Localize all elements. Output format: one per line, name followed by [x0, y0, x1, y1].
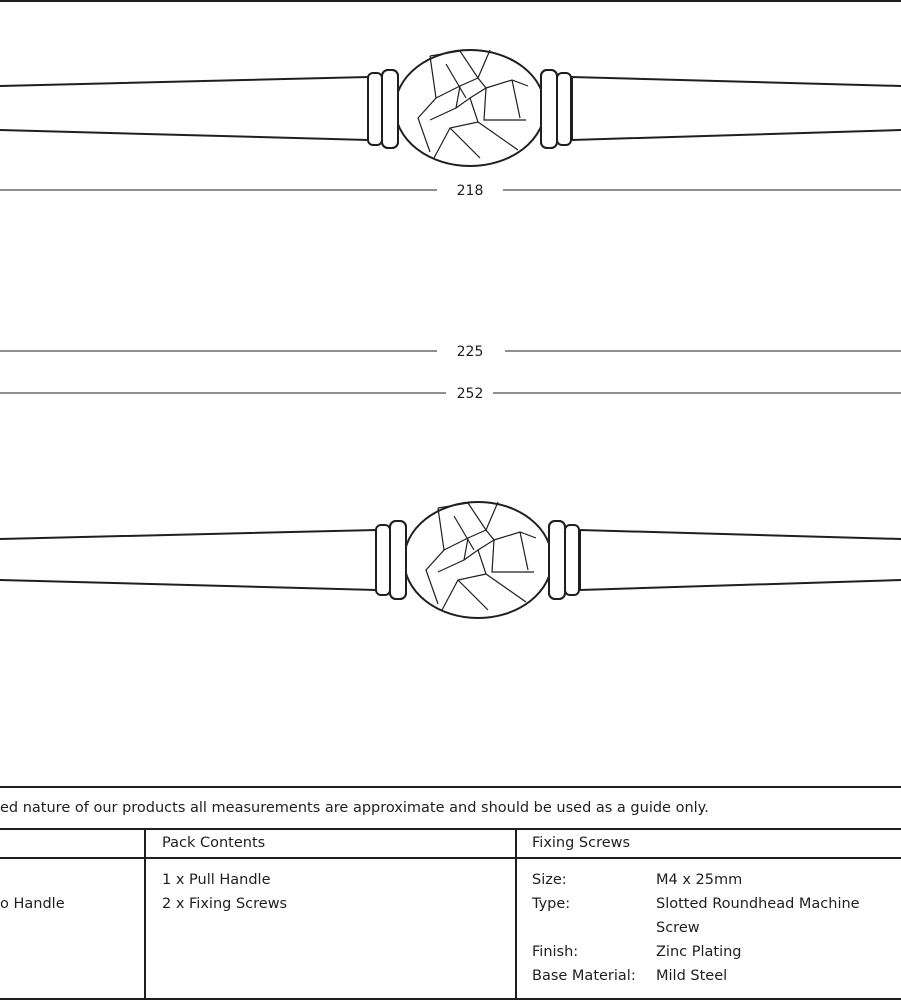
top-border — [0, 0, 901, 2]
product-type-value: o Handle — [0, 896, 65, 912]
dimension-label-225: 225 — [456, 344, 484, 360]
column-divider-2 — [515, 828, 517, 1000]
size-value: M4 x 25mm — [656, 872, 743, 888]
pack-item-screws: 2 x Fixing Screws — [162, 896, 288, 912]
dimension-line-inner — [0, 344, 901, 360]
disclaimer-text: ed nature of our products all measurements are approximate and should be used as a guide only. — [0, 800, 709, 816]
dimension-line-overall — [0, 386, 901, 402]
size-label: Size: — [532, 872, 567, 888]
lower-handle — [0, 502, 901, 618]
type-label: Type: — [532, 896, 571, 912]
table-bottom-border — [0, 998, 901, 1000]
dimension-label-252: 252 — [456, 386, 484, 402]
material-value: Mild Steel — [656, 968, 728, 984]
table-top-border — [0, 786, 901, 788]
upper-handle — [0, 50, 901, 166]
type-value-line2: Screw — [656, 920, 700, 936]
pack-item-handle: 1 x Pull Handle — [162, 872, 271, 888]
material-label: Base Material: — [532, 968, 636, 984]
fixing-screws-header: Fixing Screws — [532, 835, 631, 851]
pack-contents-header: Pack Contents — [162, 835, 266, 851]
type-value-line1: Slotted Roundhead Machine — [656, 896, 860, 912]
header-bottom-border — [0, 857, 901, 859]
header-top-border — [0, 828, 901, 830]
dimension-label-218: 218 — [456, 183, 484, 199]
column-divider-1 — [144, 828, 146, 1000]
finish-label: Finish: — [532, 944, 579, 960]
dimension-line-upper — [0, 183, 901, 199]
finish-value: Zinc Plating — [656, 944, 742, 960]
